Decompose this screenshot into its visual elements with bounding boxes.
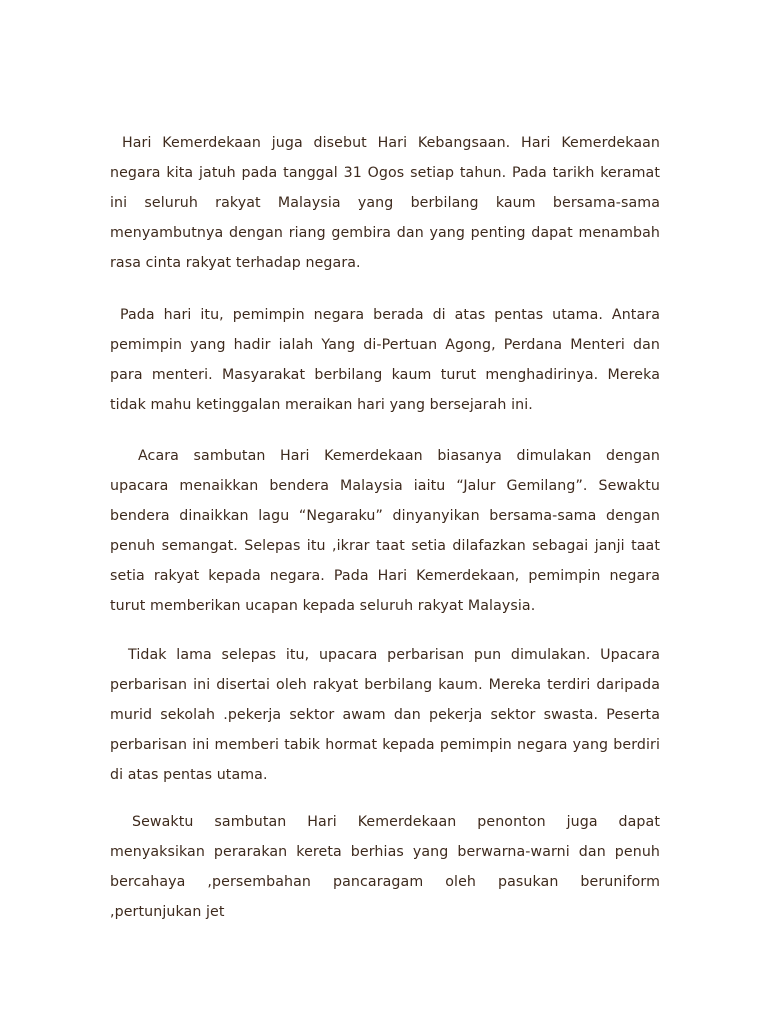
paragraph-1: Hari Kemerdekaan juga disebut Hari Kebangsaan. Hari Kemerdekaan negara kita jatuh pada tanggal 31 Ogos setiap tahun. Pada tarikh keramat ini seluruh rakyat Malaysia yang berbilang kaum bersama-sama menyambutnya dengan riang gembira dan yang penting dapat menambah rasa cinta rakyat terhadap negara. (110, 135, 660, 271)
paragraph-2: Pada hari itu, pemimpin negara berada di atas pentas utama. Antara pemimpin yang hadir ialah Yang di-Pertuan Agong, Perdana Menteri dan para menteri. Masyarakat berbilang kaum turut menghadirinya. Mereka tidak mahu ketinggalan meraikan hari yang bersejarah ini. (110, 307, 660, 413)
paragraph-3: Acara sambutan Hari Kemerdekaan biasanya dimulakan dengan upacara menaikkan bendera Malaysia iaitu “Jalur Gemilang”. Sewaktu bendera dinaikkan lagu “Negaraku” dinyanyikan bersama-sama dengan penuh semangat. Selepas itu ,ikrar taat setia dilafazkan sebagai janji taat setia rakyat kepada negara. Pada Hari Kemerdekaan, pemimpin negara turut memberikan ucapan kepada seluruh rakyat Malaysia. (110, 448, 660, 614)
paragraph-5: Sewaktu sambutan Hari Kemerdekaan penonton juga dapat menyaksikan perarakan kereta berhias yang berwarna-warni dan penuh bercahaya ,persembahan pancaragam oleh pasukan beruniform ,pertunjukan jet (110, 814, 660, 920)
paragraph-4: Tidak lama selepas itu, upacara perbarisan pun dimulakan. Upacara perbarisan ini disertai oleh rakyat berbilang kaum. Mereka terdiri daripada murid sekolah .pekerja sektor awam dan pekerja sektor swasta. Peserta perbarisan ini memberi tabik hormat kepada pemimpin negara yang berdiri di atas pentas utama. (110, 647, 660, 783)
